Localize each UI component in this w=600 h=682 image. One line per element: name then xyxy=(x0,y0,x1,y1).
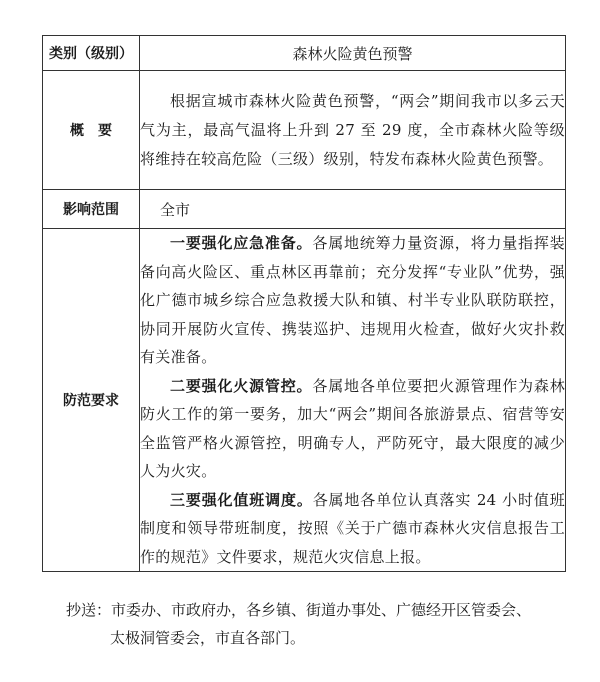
requirement-item xyxy=(140,486,565,572)
requirement-text: 各属地统筹力量资源，将力量指挥装备向高火险区、重点林区再靠前；充分发挥“专业队”优势，强化广德市城乡综合应急救援大队和镇、村半专业队联防联控，协同开展防火宣传、携装巡护、违规用火检查，做好火灾扑救有关准备。 xyxy=(140,234,565,366)
row-requirements xyxy=(43,229,566,572)
requirement-text: 各属地各单位认真落实 24 小时值班制度和领导带班制度，按照《关于广德市森林火灾信息报告工作的规范》文件要求，规范火灾信息上报。 xyxy=(140,490,566,566)
requirement-text: 各属地各单位要把火源管理作为森林防火工作的第一要务，加大“两会”期间各旅游景点、宿营等安全监管严格火源管控，明确专人，严防死守，最大限度的减少人为火灾。 xyxy=(140,376,565,480)
cc-line-1: 抄送：市委办、市政府办，各乡镇、街道办事处、广德经开区管委会、 xyxy=(66,601,532,619)
requirement-lead: 一要强化应急准备。 xyxy=(170,234,313,252)
cc-distribution xyxy=(66,596,566,652)
requirement-item xyxy=(140,372,565,486)
category-value: 森林火险黄色预警 xyxy=(140,36,566,71)
row-scope xyxy=(43,190,566,229)
requirement-lead: 二要强化火源管控。 xyxy=(170,376,313,395)
summary-label: 概 要 xyxy=(43,71,140,190)
requirement-lead: 三要强化值班调度。 xyxy=(170,490,313,509)
category-label: 类别（级别） xyxy=(43,36,140,71)
cc-line-2: 太极洞管委会，市直各部门。 xyxy=(110,629,306,647)
warning-table xyxy=(42,35,566,572)
scope-label: 影响范围 xyxy=(43,190,140,229)
row-summary xyxy=(43,71,566,190)
scope-value: 全市 xyxy=(160,200,191,219)
requirement-item xyxy=(140,229,565,372)
row-category xyxy=(43,36,566,71)
summary-text: 根据宣城市森林火险黄色预警，“两会”期间我市以多云天气为主，最高气温将上升到 27 至 29 度，全市森林火险等级将维持在较高危险（三级）级别，特发布森林火险黄色预警。 xyxy=(140,91,565,168)
requirements-label: 防范要求 xyxy=(43,229,140,572)
